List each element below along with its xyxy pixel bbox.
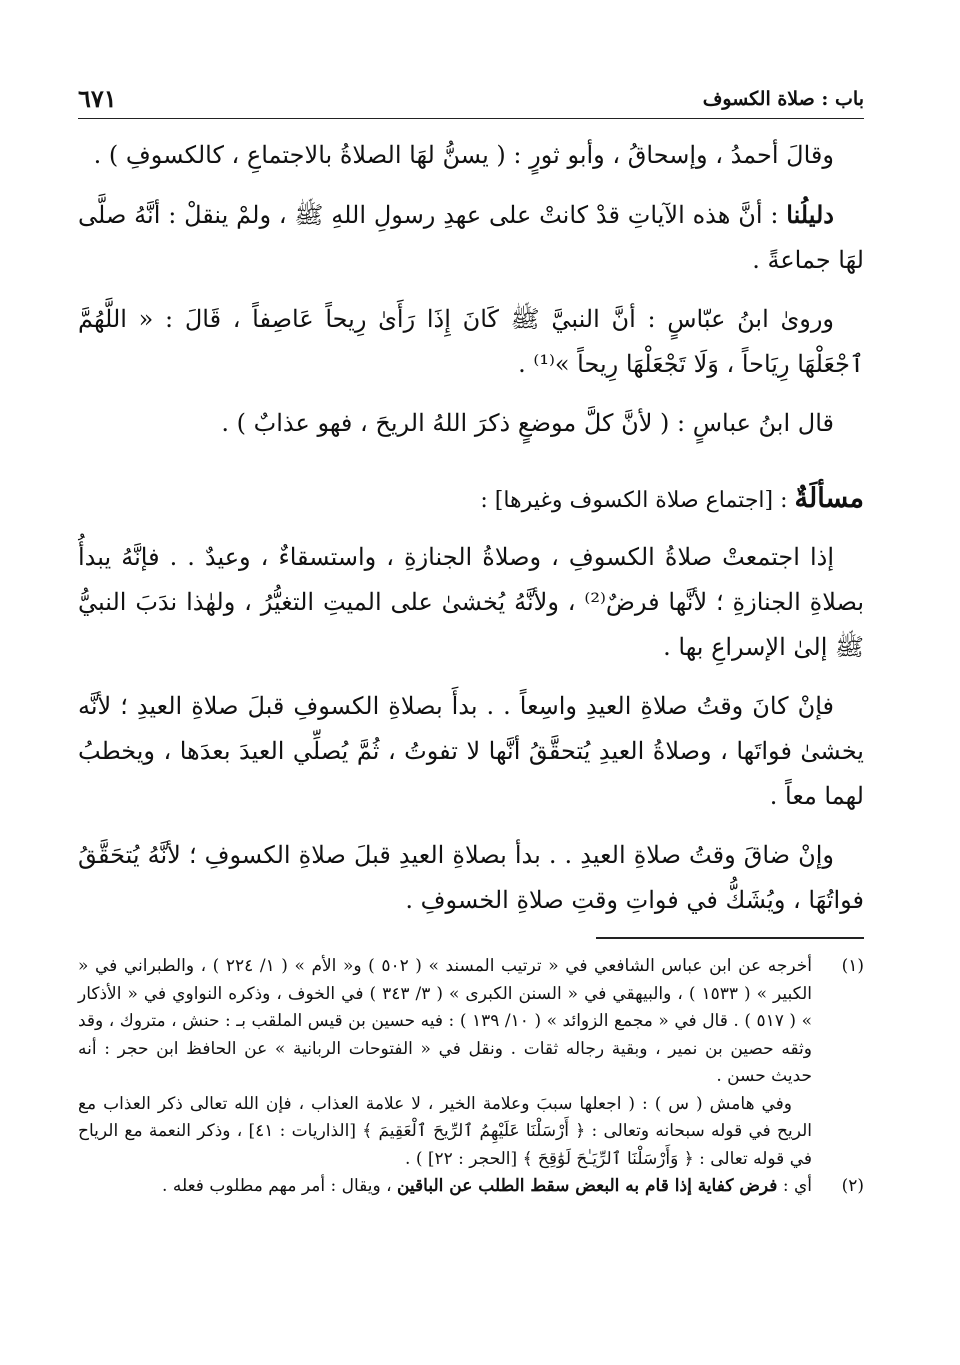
paragraph-text: قال ابنُ عباسٍ : ( لأنَّ كلَّ موضعٍ ذكرَ اللهُ الريحَ ، فهو عذابٌ ) .	[221, 409, 834, 437]
book-page	[78, 78, 864, 1201]
paragraph-text: وقالَ أحمدُ ، وإسحاقُ ، وأبو ثورٍ : ( يسنُّ لهَا الصلاةُ بالاجتماعِ ، كالكسوفِ ) .	[93, 141, 834, 169]
footnote-separator	[596, 937, 864, 939]
paragraph	[78, 535, 864, 670]
paragraph-text: فإنْ كانَ وقتُ صلاةِ العيدِ واسِعاً . . بدأَ بصلاةِ الكسوفِ قبلَ صلاةِ العيدِ ؛ لأنَّه يخشىٰ فواتَها ، وصلاةُ العيدِ يُتحقَّقُ أنَّها لا تفوتُ ، ثُمَّ يُصلِّي العيدَ بعدَها ، ويخطبُ لهما معاً .	[78, 692, 864, 810]
footnote-text-bold: فرض كفاية إذا قام به البعض سقط الطلب عن الباقين	[396, 1176, 778, 1196]
page-number: ٦٧١	[78, 84, 117, 113]
paragraph-text: إذا اجتمعتْ صلاةُ الكسوفِ ، وصلاةُ الجنازةِ ، واستسقاءٌ ، وعيدٌ . . فإنَّهُ يبدأُ بصلاةِ الجنازةِ ؛ لأنَّها فرضٌ⁽²⁾ ، ولأنَّهُ يُخشىٰ على الميتِ التغيُّرُ ، ولهٰذا ندَبَ النبيُّ ﷺ إلىٰ الإسراعِ بها .	[78, 543, 865, 661]
footnote-number: (١)	[841, 956, 864, 976]
paragraph-text: : أنَّ هذه الآياتِ قدْ كانتْ على عهدِ رسولِ اللهِ ﷺ ، ولمْ ينقلْ : أنَّهُ صلَّى لهَا جماعةً .	[78, 201, 864, 274]
running-header	[78, 78, 864, 119]
paragraph	[78, 833, 864, 923]
paragraph	[78, 192, 864, 283]
issue-heading	[78, 476, 864, 523]
footnote-text-pre: أي :	[777, 1176, 812, 1196]
footnote-text: أخرجه عن ابن عباس الشافعي في « ترتيب المسند » ( ٥٠٢ ) و« الأم » ( ١/ ٢٢٤ ) ، والطبراني في « الكبير » ( ١٥٣٣ ) ، والبيهقي في « السنن الكبرى » ( ٣/ ٣٤٣ ) في الخوف ، وذكره النواوي في « الأذكار » ( ٥١٧ ) . قال في « مجمع الزوائد » ( ١٠/ ١٣٩ ) : فيه حسين بن قيس الملقب بـ : حنش ، متروك ، وقد وثقه حصين بن نمير ، وبقية رجاله ثقات . ونقل في « الفتوحات الربانية » عن الحافظ ابن حجر : أنه حديث حسن .	[78, 956, 812, 1086]
footnote-1	[78, 953, 864, 1091]
chapter-title: باب : صلاة الكسوف	[702, 88, 864, 110]
main-text	[78, 133, 864, 923]
footnotes	[78, 953, 864, 1201]
footnote-number: (٢)	[841, 1176, 864, 1196]
issue-label: مسألَةٌ	[794, 483, 864, 514]
issue-title: : [اجتماع صلاة الكسوف وغيرها] :	[480, 488, 795, 513]
footnote-text-post: ، ويقال : أمر مهم مطلوب فعله .	[162, 1176, 397, 1196]
footnote-text: وفي هامش ( س ) : ( اجعلها سببَ وعلامة الخير ، لا علامة العذاب ، فإن الله تعالى ذكر العذاب مع الريح في قوله سبحانه وتعالى : ﴿ أَرْسَلْنَا عَلَيْهِمُ ٱلرِّيحَ ٱلْعَقِيمَ ﴾ [الذاريات : ٤١] ، وذكر النعمة مع الرياح في قوله تعالى : ﴿ وَأَرْسَلْنَا ٱلرِّيَـٰحَ لَوَٰقِحَ ﴾ [الحجر : ٢٢] ) .	[78, 1093, 812, 1169]
paragraph	[78, 401, 864, 446]
paragraph-text: وإنْ ضاقَ وقتُ صلاةِ العيدِ . . بدأ بصلاةِ العيدِ قبلَ صلاةِ الكسوفِ ؛ لأنَّهُ يُتحَقَّقُ فواتُهَا ، ويُشَكُّ في فواتِ وقتِ صلاةِ الخسوفِ .	[78, 841, 864, 914]
paragraph	[78, 297, 864, 387]
paragraph	[78, 684, 864, 819]
footnote-1-continuation	[78, 1091, 864, 1174]
paragraph	[78, 133, 864, 178]
paragraph-text: وروىٰ ابنُ عبّاسٍ : أنَّ النبيَّ ﷺ كَانَ إِذَا رَأَىٰ رِيحاً عَاصِفاً ، قَالَ : « اللَّهُمَّ ٱجْعَلْهَا رِيَاحاً ، وَلَا تَجْعَلْهَا رِيحاً »⁽¹⁾ .	[78, 305, 864, 378]
footnote-2	[78, 1173, 864, 1201]
paragraph-lead: دليلُنا	[786, 200, 834, 229]
